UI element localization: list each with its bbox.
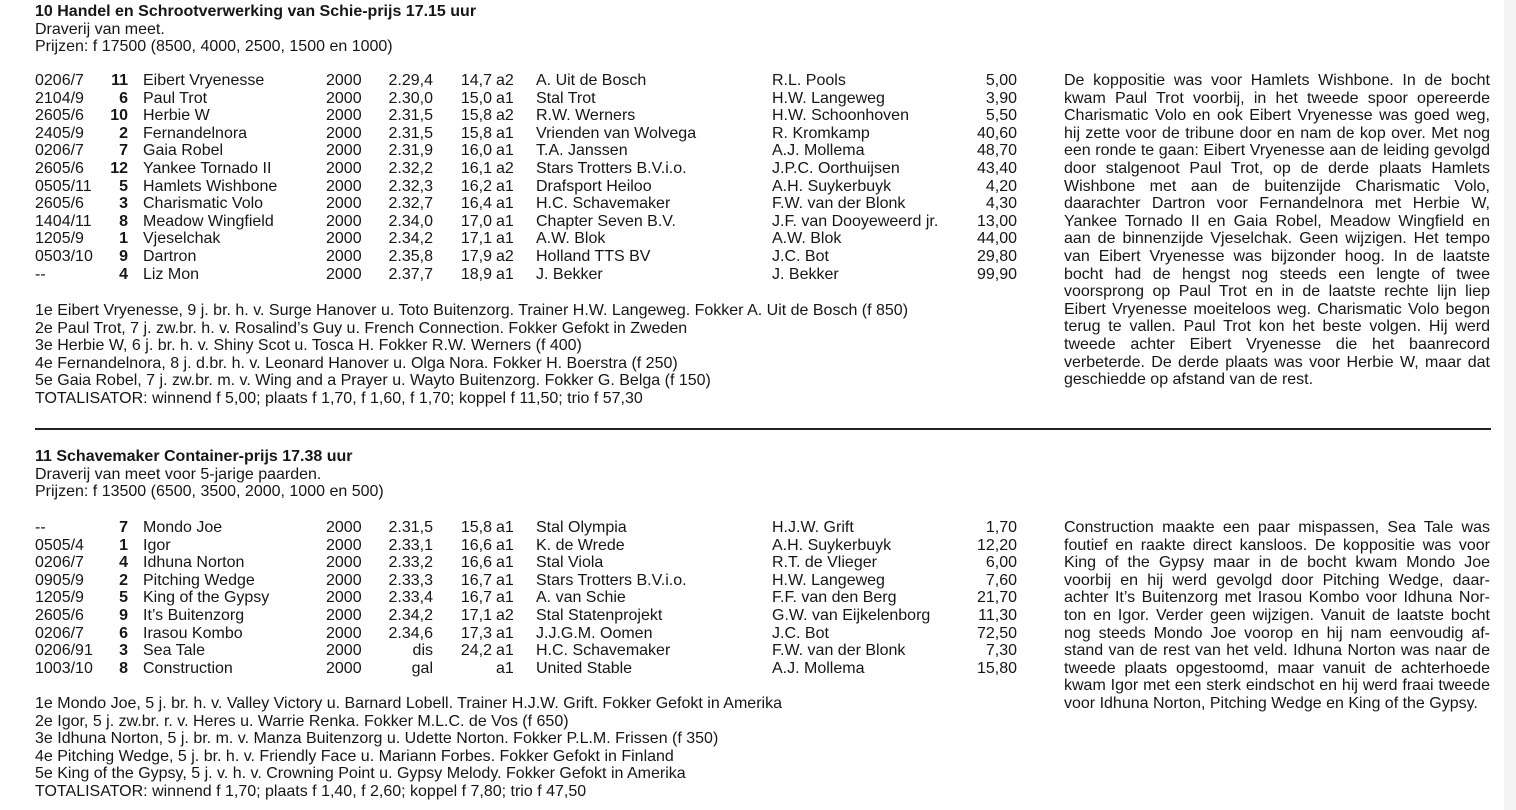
- horse-name: King of the Gypsy: [143, 589, 270, 607]
- start-code: a2: [496, 107, 514, 125]
- start-code: a1: [496, 142, 514, 160]
- start-code: a1: [496, 624, 514, 642]
- horse-name: Idhuna Norton: [143, 554, 245, 572]
- start-code: a1: [496, 265, 514, 283]
- finish-time: 2.30,0: [388, 89, 433, 107]
- km-time: 15,8: [460, 124, 492, 142]
- finish-time: 2.33,4: [388, 589, 433, 607]
- driver-name: R. Kromkamp: [772, 124, 870, 142]
- totalisator-line: TOTALISATOR: winnend f 5,00; plaats f 1,70, f 1,60, f 1,70; koppel f 11,50; trio f 57,30: [35, 389, 643, 407]
- finish-time: 2.33,3: [388, 571, 433, 589]
- program-number: 3: [119, 642, 128, 660]
- program-number: 1: [119, 536, 128, 554]
- start-code: a1: [496, 659, 514, 677]
- placing-line: 2e Paul Trot, 7 j. zw.br. h. v. Rosalind’s Guy u. French Connection. Fokker Gefokt in Zweden: [35, 319, 688, 337]
- start-code: a1: [496, 212, 514, 230]
- start-code: a1: [496, 195, 514, 213]
- distance: 2000: [326, 642, 362, 660]
- km-time: 17,1: [460, 230, 492, 248]
- horse-name: Liz Mon: [143, 265, 200, 283]
- start-code: a2: [496, 160, 514, 177]
- odds-value: 12,20: [976, 536, 1017, 554]
- distance: 2000: [326, 160, 362, 177]
- distance: 2000: [326, 142, 362, 160]
- horse-name: Igor: [143, 536, 171, 554]
- program-number: 7: [119, 142, 128, 160]
- owner-name: H.C. Schavemaker: [536, 642, 671, 660]
- distance: 2000: [326, 659, 362, 677]
- driver-name: A.J. Mollema: [772, 142, 865, 160]
- odds-value: 21,70: [976, 589, 1017, 607]
- race-title: 10 Handel en Schrootverwerking van Schie-prijs 17.15 uur: [35, 3, 477, 20]
- start-code: a2: [496, 607, 514, 624]
- owner-name: Chapter Seven B.V.: [536, 212, 676, 230]
- odds-value: 43,40: [976, 160, 1017, 177]
- distance: 2000: [326, 195, 362, 213]
- program-number: 11: [111, 72, 128, 89]
- owner-name: A. Uit de Bosch: [536, 72, 647, 89]
- report-text: Construction maakte een paar mispassen, Sea Tale was foutief en raakte direct kansloos. De koppositie was voor King of the Gypsy maar in de bocht kwam Mondo Joe voorbij en hij werd gevolgd door Pitching Wedge, daarachter It’s Buitenzorg met Irasou Kombo voor Idhuna Norton en Igor. Verder geen wijzigen. Vanuit de laatste bocht nog steeds Mondo Joe voorop en hij nam eenvoudig afstand van de rest van het veld. Idhuna Norton was naar de tweede plaats opgestoomd, maar vanuit de achterhoede kwam Igor met een sterk eindschot en hij werd fraai tweede voor Idhuna Norton, Pitching Wedge en King of the Gypsy.: [1064, 519, 1490, 712]
- distance: 2000: [326, 248, 362, 265]
- horse-name: Meadow Wingfield: [143, 212, 274, 230]
- owner-name: Stal Statenprojekt: [536, 607, 663, 624]
- owner-name: Vrienden van Wolvega: [536, 124, 697, 142]
- km-time: 16,6: [460, 554, 492, 572]
- finish-time: 2.31,5: [388, 124, 433, 142]
- horse-name: Charismatic Volo: [143, 195, 264, 213]
- km-time: 15,8: [460, 107, 492, 125]
- race-subtitle: Draverij van meet.: [35, 20, 165, 38]
- form-cell: 0206/7: [35, 72, 84, 89]
- finish-time: 2.33,1: [388, 536, 433, 554]
- race-title: 11 Schavemaker Container-prijs 17.38 uur: [35, 448, 353, 465]
- distance: 2000: [326, 72, 362, 89]
- driver-name: J.C. Bot: [772, 624, 829, 642]
- km-time: 17,0: [460, 212, 492, 230]
- program-number: 3: [119, 195, 128, 213]
- form-cell: 0505/4: [35, 536, 84, 554]
- race-header: [35, 3, 476, 56]
- form-cell: 0206/7: [35, 624, 84, 642]
- odds-value: 13,00: [976, 212, 1017, 230]
- owner-name: Stars Trotters B.V.i.o.: [536, 571, 687, 589]
- odds-value: 48,70: [976, 142, 1017, 160]
- finish-time: 2.37,7: [388, 265, 433, 283]
- finish-time: 2.32,7: [388, 195, 433, 213]
- odds-value: 11,30: [978, 607, 1017, 624]
- odds-value: 5,00: [985, 72, 1017, 89]
- driver-name: H.W. Langeweg: [772, 89, 885, 107]
- finish-time: 2.35,8: [388, 248, 433, 265]
- form-cell: 2405/9: [35, 124, 84, 142]
- form-cell: 0206/91: [35, 642, 93, 660]
- owner-name: H.C. Schavemaker: [536, 195, 671, 213]
- form-cell: 2104/9: [35, 89, 84, 107]
- driver-name: F.W. van der Blonk: [772, 642, 906, 660]
- start-code: a1: [496, 519, 514, 536]
- race-summary: [35, 695, 782, 801]
- race-summary: [35, 302, 908, 408]
- placing-line: 3e Herbie W, 6 j. br. h. v. Shiny Scot u. Tosca H. Fokker R.W. Werners (f 400): [35, 337, 582, 355]
- odds-value: 6,00: [985, 554, 1017, 572]
- distance: 2000: [326, 230, 362, 248]
- odds-value: 29,80: [976, 248, 1017, 265]
- program-number: 9: [119, 248, 128, 265]
- km-time: 17,3: [460, 624, 492, 642]
- program-number: 6: [119, 89, 128, 107]
- driver-name: J.F. van Dooyeweerd jr.: [772, 212, 939, 230]
- owner-name: Stars Trotters B.V.i.o.: [536, 160, 687, 177]
- owner-name: Stal Olympia: [536, 519, 627, 536]
- horse-name: It’s Buitenzorg: [143, 607, 245, 624]
- driver-name: F.W. van der Blonk: [772, 195, 906, 213]
- owner-name: Drafsport Heiloo: [536, 177, 652, 195]
- odds-value: 7,30: [985, 642, 1017, 660]
- distance: 2000: [326, 107, 362, 125]
- section-divider: [35, 428, 1491, 430]
- program-number: 4: [119, 265, 128, 283]
- distance: 2000: [326, 607, 362, 624]
- horse-name: Fernandelnora: [143, 124, 248, 142]
- form-cell: 0503/10: [35, 248, 93, 265]
- horse-name: Eibert Vryenesse: [143, 72, 265, 89]
- km-time: 16,2: [460, 177, 492, 195]
- owner-name: United Stable: [536, 659, 633, 677]
- program-number: 8: [119, 212, 128, 230]
- form-cell: --: [35, 519, 46, 536]
- start-code: a2: [496, 72, 514, 89]
- placing-line: 1e Mondo Joe, 5 j. br. h. v. Valley Victory u. Barnard Lobell. Trainer H.J.W. Grift. Fokker Gefokt in Amerika: [35, 695, 782, 712]
- race-prizes: Prijzen: f 13500 (6500, 3500, 2000, 1000 en 500): [35, 483, 384, 501]
- km-time: 16,6: [460, 536, 492, 554]
- owner-name: Stal Trot: [536, 89, 596, 107]
- form-cell: 0905/9: [35, 571, 84, 589]
- driver-name: A.W. Blok: [772, 230, 842, 248]
- distance: 2000: [326, 554, 362, 572]
- finish-time: 2.31,9: [388, 142, 433, 160]
- horse-name: Hamlets Wishbone: [143, 177, 278, 195]
- placing-line: 4e Fernandelnora, 8 j. d.br. h. v. Leonard Hanover u. Olga Nora. Fokker H. Boerstra (f 250): [35, 354, 678, 372]
- race-report: [1064, 519, 1490, 713]
- program-number: 5: [119, 177, 128, 195]
- placing-line: 4e Pitching Wedge, 5 j. br. h. v. Friendly Face u. Mariann Forbes. Fokker Gefokt in Finland: [35, 747, 674, 765]
- race-report: [1064, 72, 1490, 389]
- placing-line: 5e King of the Gypsy, 5 j. v. h. v. Crowning Point u. Gypsy Melody. Fokker Gefokt in Amerika: [35, 765, 686, 783]
- owner-name: A. van Schie: [536, 589, 626, 607]
- odds-value: 5,50: [985, 107, 1017, 125]
- horse-name: Yankee Tornado II: [143, 160, 272, 177]
- driver-name: A.J. Mollema: [772, 659, 865, 677]
- program-number: 7: [119, 519, 128, 536]
- driver-name: F.F. van den Berg: [772, 589, 897, 607]
- odds-value: 4,30: [985, 195, 1017, 213]
- report-text: De koppositie was voor Hamlets Wishbone. In de bocht kwam Paul Trot voorbij, in het tweede spoor opereerde Charismatic Volo en ook Eibert Vryenesse was goed weg, hij zette voor de tribune door en nam de kop over. Met nog een ronde te gaan: Eibert Vryenesse aan de leiding gevolgd door stalgenoot Paul Trot, op de derde plaats Hamlets Wishbone met aan de buitenzijde Charismatic Volo, daarachter Dartron voor Fernandelnora met Herbie W, Yankee Tornado II en Gaia Robel, Meadow Wingfield en aan de binnenzijde Vjeselchak. Geen wijzigen. Het tempo van Eibert Vryenesse was bijzonder hoog. In de laatste bocht had de hengst nog steeds een lengte of twee voorsprong op Paul Trot en in de laatste rechte lijn liep Eibert Vryenesse moeiteloos weg. Charismatic Volo begon terug te vallen. Paul Trot kon het beste volgen. Hij werd tweede achter Eibert Vryenesse die het baanrecord verbeterde. De derde plaats was voor Herbie W, maar dat geschiedde op afstand van de rest.: [1064, 72, 1490, 389]
- placing-line: 3e Idhuna Norton, 5 j. br. m. v. Manza Buitenzorg u. Udette Norton. Fokker P.L.M. Frissen (f 350): [35, 730, 719, 748]
- form-cell: 2605/6: [35, 607, 84, 624]
- driver-name: A.H. Suykerbuyk: [772, 177, 892, 195]
- finish-time: 2.34,0: [388, 212, 433, 230]
- placing-line: 5e Gaia Robel, 7 j. zw.br. m. v. Wing and a Prayer u. Wayto Buitenzorg. Fokker G. Belga (f 150): [35, 372, 711, 390]
- finish-time: 2.33,2: [388, 554, 433, 572]
- start-code: a1: [496, 89, 514, 107]
- km-time: 24,2: [460, 642, 492, 660]
- start-code: a1: [496, 177, 514, 195]
- finish-time: 2.34,2: [388, 230, 433, 248]
- finish-time: 2.32,3: [388, 177, 433, 195]
- odds-value: 40,60: [976, 124, 1017, 142]
- distance: 2000: [326, 571, 362, 589]
- km-time: 17,1: [460, 607, 492, 624]
- form-cell: --: [35, 265, 46, 283]
- driver-name: J. Bekker: [772, 265, 839, 283]
- driver-name: H.W. Schoonhoven: [772, 107, 909, 125]
- finish-time: 2.31,5: [388, 107, 433, 125]
- distance: 2000: [326, 89, 362, 107]
- totalisator-line: TOTALISATOR: winnend f 1,70; plaats f 1,40, f 2,60; koppel f 7,80; trio f 47,50: [35, 782, 587, 800]
- form-cell: 0206/7: [35, 142, 84, 160]
- program-number: 5: [119, 589, 128, 607]
- odds-value: 99,90: [976, 265, 1017, 283]
- horse-name: Sea Tale: [143, 642, 205, 660]
- driver-name: A.H. Suykerbuyk: [772, 536, 892, 554]
- driver-name: J.C. Bot: [772, 248, 829, 265]
- finish-time: 2.32,2: [388, 160, 433, 177]
- form-cell: 1003/10: [35, 659, 93, 677]
- form-cell: 1205/9: [35, 230, 84, 248]
- program-number: 9: [119, 607, 128, 624]
- form-cell: 2605/6: [35, 195, 84, 213]
- race-header: [35, 448, 384, 501]
- distance: 2000: [326, 519, 362, 536]
- page-edge: [1504, 0, 1516, 810]
- driver-name: R.L. Pools: [772, 72, 846, 89]
- distance: 2000: [326, 177, 362, 195]
- distance: 2000: [326, 212, 362, 230]
- start-code: a1: [496, 571, 514, 589]
- km-time: 16,4: [460, 195, 492, 213]
- km-time: 17,9: [460, 248, 492, 265]
- driver-name: R.T. de Vlieger: [772, 554, 877, 572]
- start-code: a1: [496, 642, 514, 660]
- horse-name: Vjeselchak: [143, 230, 221, 248]
- start-code: a1: [496, 589, 514, 607]
- odds-value: 72,50: [976, 624, 1017, 642]
- horse-name: Mondo Joe: [143, 519, 223, 536]
- driver-name: J.P.C. Oorthuijsen: [772, 160, 900, 177]
- km-time: 16,7: [460, 571, 492, 589]
- km-time: 14,7: [460, 72, 492, 89]
- km-time: 15,8: [460, 519, 492, 536]
- owner-name: R.W. Werners: [536, 107, 636, 125]
- start-code: a1: [496, 554, 514, 572]
- distance: 2000: [326, 589, 362, 607]
- odds-value: 44,00: [976, 230, 1017, 248]
- placing-line: 2e Igor, 5 j. zw.br. r. v. Heres u. Warrie Renka. Fokker M.L.C. de Vos (f 650): [35, 712, 569, 730]
- odds-value: 4,20: [985, 177, 1017, 195]
- owner-name: J. Bekker: [536, 265, 603, 283]
- horse-name: Irasou Kombo: [143, 624, 243, 642]
- finish-time: 2.29,4: [388, 72, 433, 89]
- horse-name: Paul Trot: [143, 89, 208, 107]
- program-number: 10: [110, 107, 128, 125]
- form-cell: 0206/7: [35, 554, 84, 572]
- finish-time: 2.34,6: [388, 624, 433, 642]
- program-number: 6: [119, 624, 128, 642]
- race-subtitle: Draverij van meet voor 5-jarige paarden.: [35, 465, 322, 483]
- placing-line: 1e Eibert Vryenesse, 9 j. br. h. v. Surge Hanover u. Toto Buitenzorg. Trainer H.W. Langeweg. Fokker A. Uit de Bosch (f 850): [35, 302, 909, 319]
- distance: 2000: [326, 124, 362, 142]
- form-cell: 0505/11: [35, 177, 92, 195]
- horse-name: Pitching Wedge: [143, 571, 255, 589]
- form-cell: 2605/6: [35, 160, 84, 177]
- km-time: 15,0: [460, 89, 492, 107]
- horse-name: Dartron: [143, 248, 197, 265]
- owner-name: A.W. Blok: [536, 230, 606, 248]
- start-code: a1: [496, 230, 514, 248]
- horse-name: Gaia Robel: [143, 142, 224, 160]
- owner-name: Holland TTS BV: [536, 248, 651, 265]
- program-number: 8: [119, 659, 128, 677]
- program-number: 2: [119, 571, 128, 589]
- program-number: 1: [119, 230, 128, 248]
- form-cell: 1205/9: [35, 589, 84, 607]
- program-number: 12: [110, 160, 128, 177]
- start-code: a1: [496, 536, 514, 554]
- owner-name: K. de Wrede: [536, 536, 625, 554]
- km-time: 18,9: [460, 265, 492, 283]
- owner-name: T.A. Janssen: [536, 142, 628, 160]
- driver-name: H.W. Langeweg: [772, 571, 885, 589]
- finish-time: 2.31,5: [388, 519, 433, 536]
- driver-name: G.W. van Eijkelenborg: [772, 607, 931, 624]
- finish-time: gal: [411, 659, 433, 677]
- race-prizes: Prijzen: f 17500 (8500, 4000, 2500, 1500 en 1000): [35, 38, 393, 56]
- driver-name: H.J.W. Grift: [772, 519, 854, 536]
- horse-name: Construction: [143, 659, 233, 677]
- distance: 2000: [326, 265, 362, 283]
- km-time: 16,0: [460, 142, 492, 160]
- form-cell: 1404/11: [35, 212, 92, 230]
- owner-name: Stal Viola: [536, 554, 604, 572]
- distance: 2000: [326, 536, 362, 554]
- form-cell: 2605/6: [35, 107, 84, 125]
- program-number: 4: [119, 554, 128, 572]
- odds-value: 7,60: [985, 571, 1017, 589]
- km-time: 16,1: [460, 160, 492, 177]
- odds-value: 15,80: [976, 659, 1017, 677]
- distance: 2000: [326, 624, 362, 642]
- odds-value: 3,90: [985, 89, 1017, 107]
- odds-value: 1,70: [985, 519, 1017, 536]
- finish-time: dis: [412, 642, 433, 660]
- start-code: a1: [496, 124, 514, 142]
- horse-name: Herbie W: [143, 107, 210, 125]
- km-time: 16,7: [460, 589, 492, 607]
- finish-time: 2.34,2: [388, 607, 433, 624]
- program-number: 2: [119, 124, 128, 142]
- start-code: a2: [496, 248, 514, 265]
- owner-name: J.J.G.M. Oomen: [536, 624, 653, 642]
